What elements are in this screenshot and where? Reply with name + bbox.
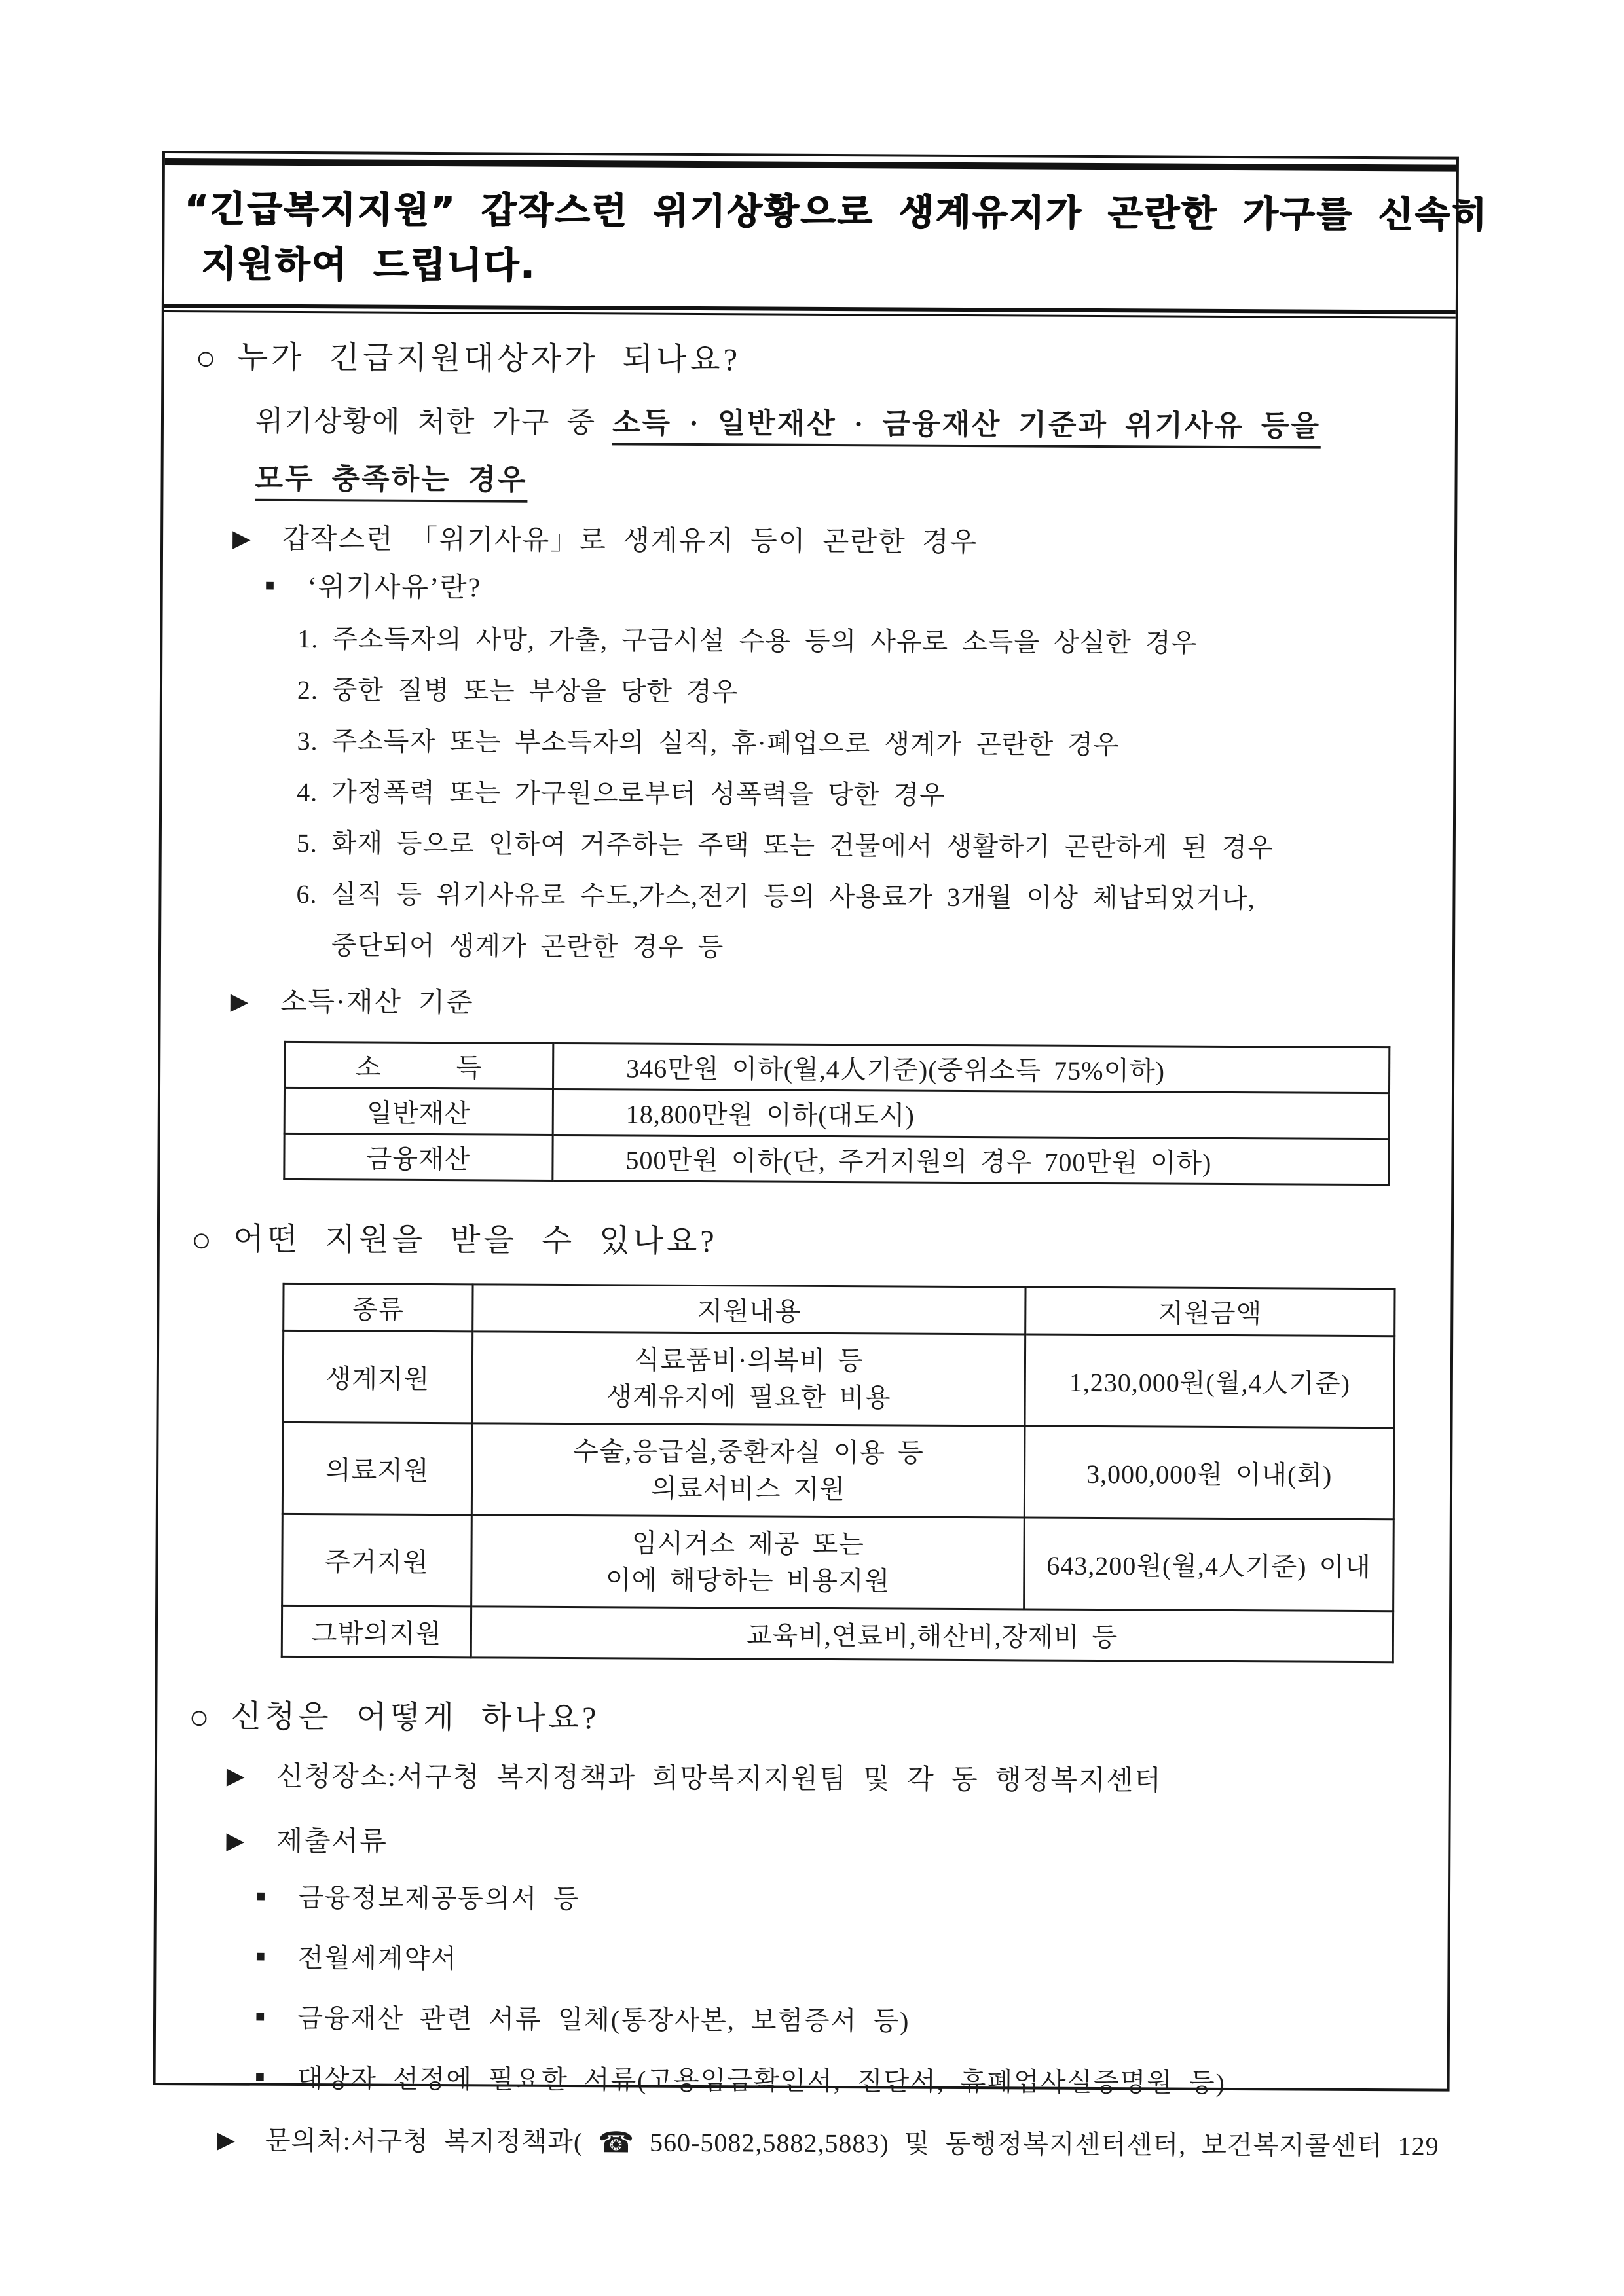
table-row bbox=[282, 1605, 1393, 1662]
support-header-type: 종류 bbox=[284, 1283, 473, 1331]
arrow-bullet-icon: ▶ bbox=[226, 1827, 246, 1854]
criteria-label-text: 소득·재산 기준 bbox=[280, 987, 474, 1019]
square-bullet-icon: ■ bbox=[255, 1887, 267, 1905]
apply-doc-2 bbox=[255, 1930, 1421, 1996]
support-content bbox=[472, 1332, 1025, 1426]
phone-icon: ☎ bbox=[598, 2126, 635, 2159]
apply-doc-text: 대상자 선정에 필요한 서류(고용임금확인서, 진단서, 휴폐업사실증명원 등) bbox=[297, 2064, 1227, 2098]
who-intro-emphasis-2: 모두 충족하는 경우 bbox=[255, 462, 528, 496]
criteria-row-value: 18,800만원 이하(대도시) bbox=[553, 1089, 1389, 1139]
support-type: 그밖의지원 bbox=[282, 1605, 471, 1657]
support-content-line: 이에 해당하는 비용지원 bbox=[605, 1564, 891, 1595]
circle-bullet-icon: ○ bbox=[191, 1222, 215, 1260]
crisis-reason-6: 6. 실직 등 위기사유로 수도,가스,전기 등의 사용료가 3개월 이상 체납되었거나, bbox=[296, 879, 1255, 914]
square-bullet-icon: ■ bbox=[255, 1948, 267, 1965]
apply-doc-4 bbox=[255, 2050, 1420, 2117]
crisis-reason-5: 5. 화재 등으로 인하여 거주하는 주택 또는 건물에서 생활하기 곤란하게 된 경우 bbox=[296, 828, 1274, 863]
page-title-line-2: 지원하여 드립니다. bbox=[201, 242, 536, 286]
support-content bbox=[471, 1515, 1025, 1609]
table-row bbox=[282, 1514, 1394, 1611]
table-header-row bbox=[284, 1283, 1395, 1336]
criteria-row-value: 346만원 이하(월,4人기준)(중위소득 75%이하) bbox=[553, 1043, 1390, 1093]
criteria-row-value: 500만원 이하(단, 주거지원의 경우 700만원 이하) bbox=[553, 1135, 1389, 1184]
square-bullet-icon: ■ bbox=[255, 2068, 267, 2086]
apply-place-text: 신청장소:서구청 복지정책과 희망복지지원팀 및 각 동 행정복지센터 bbox=[276, 1761, 1162, 1796]
contact-text-pre: 문의처:서구청 복지정책과( bbox=[265, 2125, 583, 2157]
support-type: 생계지원 bbox=[283, 1330, 473, 1423]
arrow-bullet-icon: ▶ bbox=[232, 525, 252, 552]
page-title-line-1: “긴급복지지원” 갑작스런 위기상황으로 생계유지가 곤란한 가구를 신속히 bbox=[184, 187, 1488, 236]
crisis-cause-line bbox=[232, 515, 1428, 571]
who-intro-plain: 위기상황에 처한 가구 중 bbox=[255, 405, 613, 439]
section-support-heading bbox=[191, 1216, 1425, 1268]
arrow-bullet-icon: ▶ bbox=[230, 988, 250, 1015]
support-amount: 643,200원(월,4人기준) 이내 bbox=[1024, 1518, 1394, 1611]
square-bullet-icon: ■ bbox=[265, 577, 276, 594]
support-content-line: 수술,응급실,중환자실 이용 등 bbox=[573, 1436, 924, 1468]
crisis-reason-2: 2. 중한 질병 또는 부상을 당한 경우 bbox=[297, 675, 739, 707]
crisis-reason-6-continued: 중단되어 생계가 곤란한 경우 등 bbox=[331, 930, 724, 962]
criteria-label-line bbox=[230, 977, 1426, 1034]
support-content-line: 식료품비·의복비 등 bbox=[634, 1345, 864, 1376]
crisis-reason-4: 4. 가정폭력 또는 가구원으로부터 성폭력을 당한 경우 bbox=[297, 777, 946, 810]
section-apply-title: 신청은 어떻게 하나요? bbox=[231, 1699, 600, 1736]
table-row bbox=[282, 1422, 1394, 1519]
square-bullet-icon: ■ bbox=[255, 2008, 267, 2026]
table-row bbox=[284, 1087, 1389, 1139]
crisis-reason-1: 1. 주소득자의 사망, 가출, 구금시설 수용 등의 사유로 소득을 상실한 경우 bbox=[297, 624, 1198, 658]
support-type: 주거지원 bbox=[282, 1514, 472, 1606]
criteria-row-label: 금융재산 bbox=[284, 1133, 553, 1180]
crisis-reason-3: 3. 주소득자 또는 부소득자의 실직, 휴·폐업으로 생계가 곤란한 경우 bbox=[297, 726, 1120, 760]
notice-box bbox=[153, 151, 1488, 2161]
apply-docs-label-text: 제출서류 bbox=[276, 1826, 388, 1857]
table-row bbox=[284, 1133, 1389, 1184]
section-who-heading bbox=[195, 335, 1429, 386]
crisis-question-text: ‘위기사유’란? bbox=[307, 572, 482, 604]
support-type: 의료지원 bbox=[282, 1422, 472, 1514]
support-table bbox=[281, 1283, 1396, 1663]
support-header-content: 지원내용 bbox=[473, 1285, 1025, 1334]
section-apply-heading bbox=[189, 1694, 1422, 1745]
crisis-question-line bbox=[265, 565, 1428, 619]
crisis-cause-text: 갑작스런 「위기사유」로 생계유지 등이 곤란한 경우 bbox=[282, 524, 978, 558]
arrow-bullet-icon: ▶ bbox=[217, 2126, 236, 2153]
contact-line bbox=[217, 2110, 1439, 2176]
section-support-title: 어떤 지원을 받을 수 있나요? bbox=[233, 1222, 718, 1260]
apply-doc-1 bbox=[256, 1870, 1422, 1936]
section-who-title: 누가 긴급지원대상자가 되나요? bbox=[237, 340, 741, 378]
support-content bbox=[472, 1423, 1025, 1518]
criteria-row-label: 일반재산 bbox=[284, 1087, 553, 1135]
criteria-row-label: 소 득 bbox=[285, 1042, 553, 1089]
support-header-amount: 지원금액 bbox=[1025, 1287, 1395, 1336]
support-content-line: 의료서비스 지원 bbox=[651, 1473, 846, 1504]
apply-docs-label-line bbox=[226, 1814, 1422, 1876]
criteria-table bbox=[283, 1041, 1390, 1186]
apply-doc-text: 금융재산 관련 서류 일체(통장사본, 보험증서 등) bbox=[297, 2003, 910, 2036]
arrow-bullet-icon: ▶ bbox=[226, 1762, 246, 1789]
apply-place-line bbox=[227, 1749, 1422, 1811]
table-row bbox=[283, 1330, 1395, 1427]
support-amount: 1,230,000원(월,4人기준) bbox=[1025, 1334, 1395, 1428]
support-content-full: 교육비,연료비,해산비,장제비 등 bbox=[471, 1607, 1393, 1662]
contact-text-post: 560-5082,5882,5883) 및 동행정복지센터센터, 보건복지콜센터 129 bbox=[650, 2127, 1439, 2161]
who-intro-line-1 bbox=[255, 393, 1429, 456]
circle-bullet-icon: ○ bbox=[189, 1699, 213, 1737]
notice-body bbox=[155, 310, 1456, 2177]
apply-doc-3 bbox=[255, 1990, 1421, 2056]
header-banner bbox=[164, 158, 1488, 314]
support-amount: 3,000,000원 이내(회) bbox=[1024, 1426, 1394, 1520]
apply-doc-text: 금융정보제공동의서 등 bbox=[298, 1883, 580, 1914]
apply-doc-text: 전월세계약서 bbox=[297, 1943, 458, 1974]
circle-bullet-icon: ○ bbox=[195, 340, 220, 378]
support-content-line: 생계유지에 필요한 비용 bbox=[606, 1381, 891, 1412]
who-intro-emphasis-1: 소득 · 일반재산 · 금융재산 기준과 위기사유 등을 bbox=[612, 407, 1321, 443]
support-content-line: 임시거소 제공 또는 bbox=[631, 1528, 865, 1559]
table-row bbox=[285, 1042, 1390, 1093]
who-intro-line-2 bbox=[255, 450, 1428, 514]
